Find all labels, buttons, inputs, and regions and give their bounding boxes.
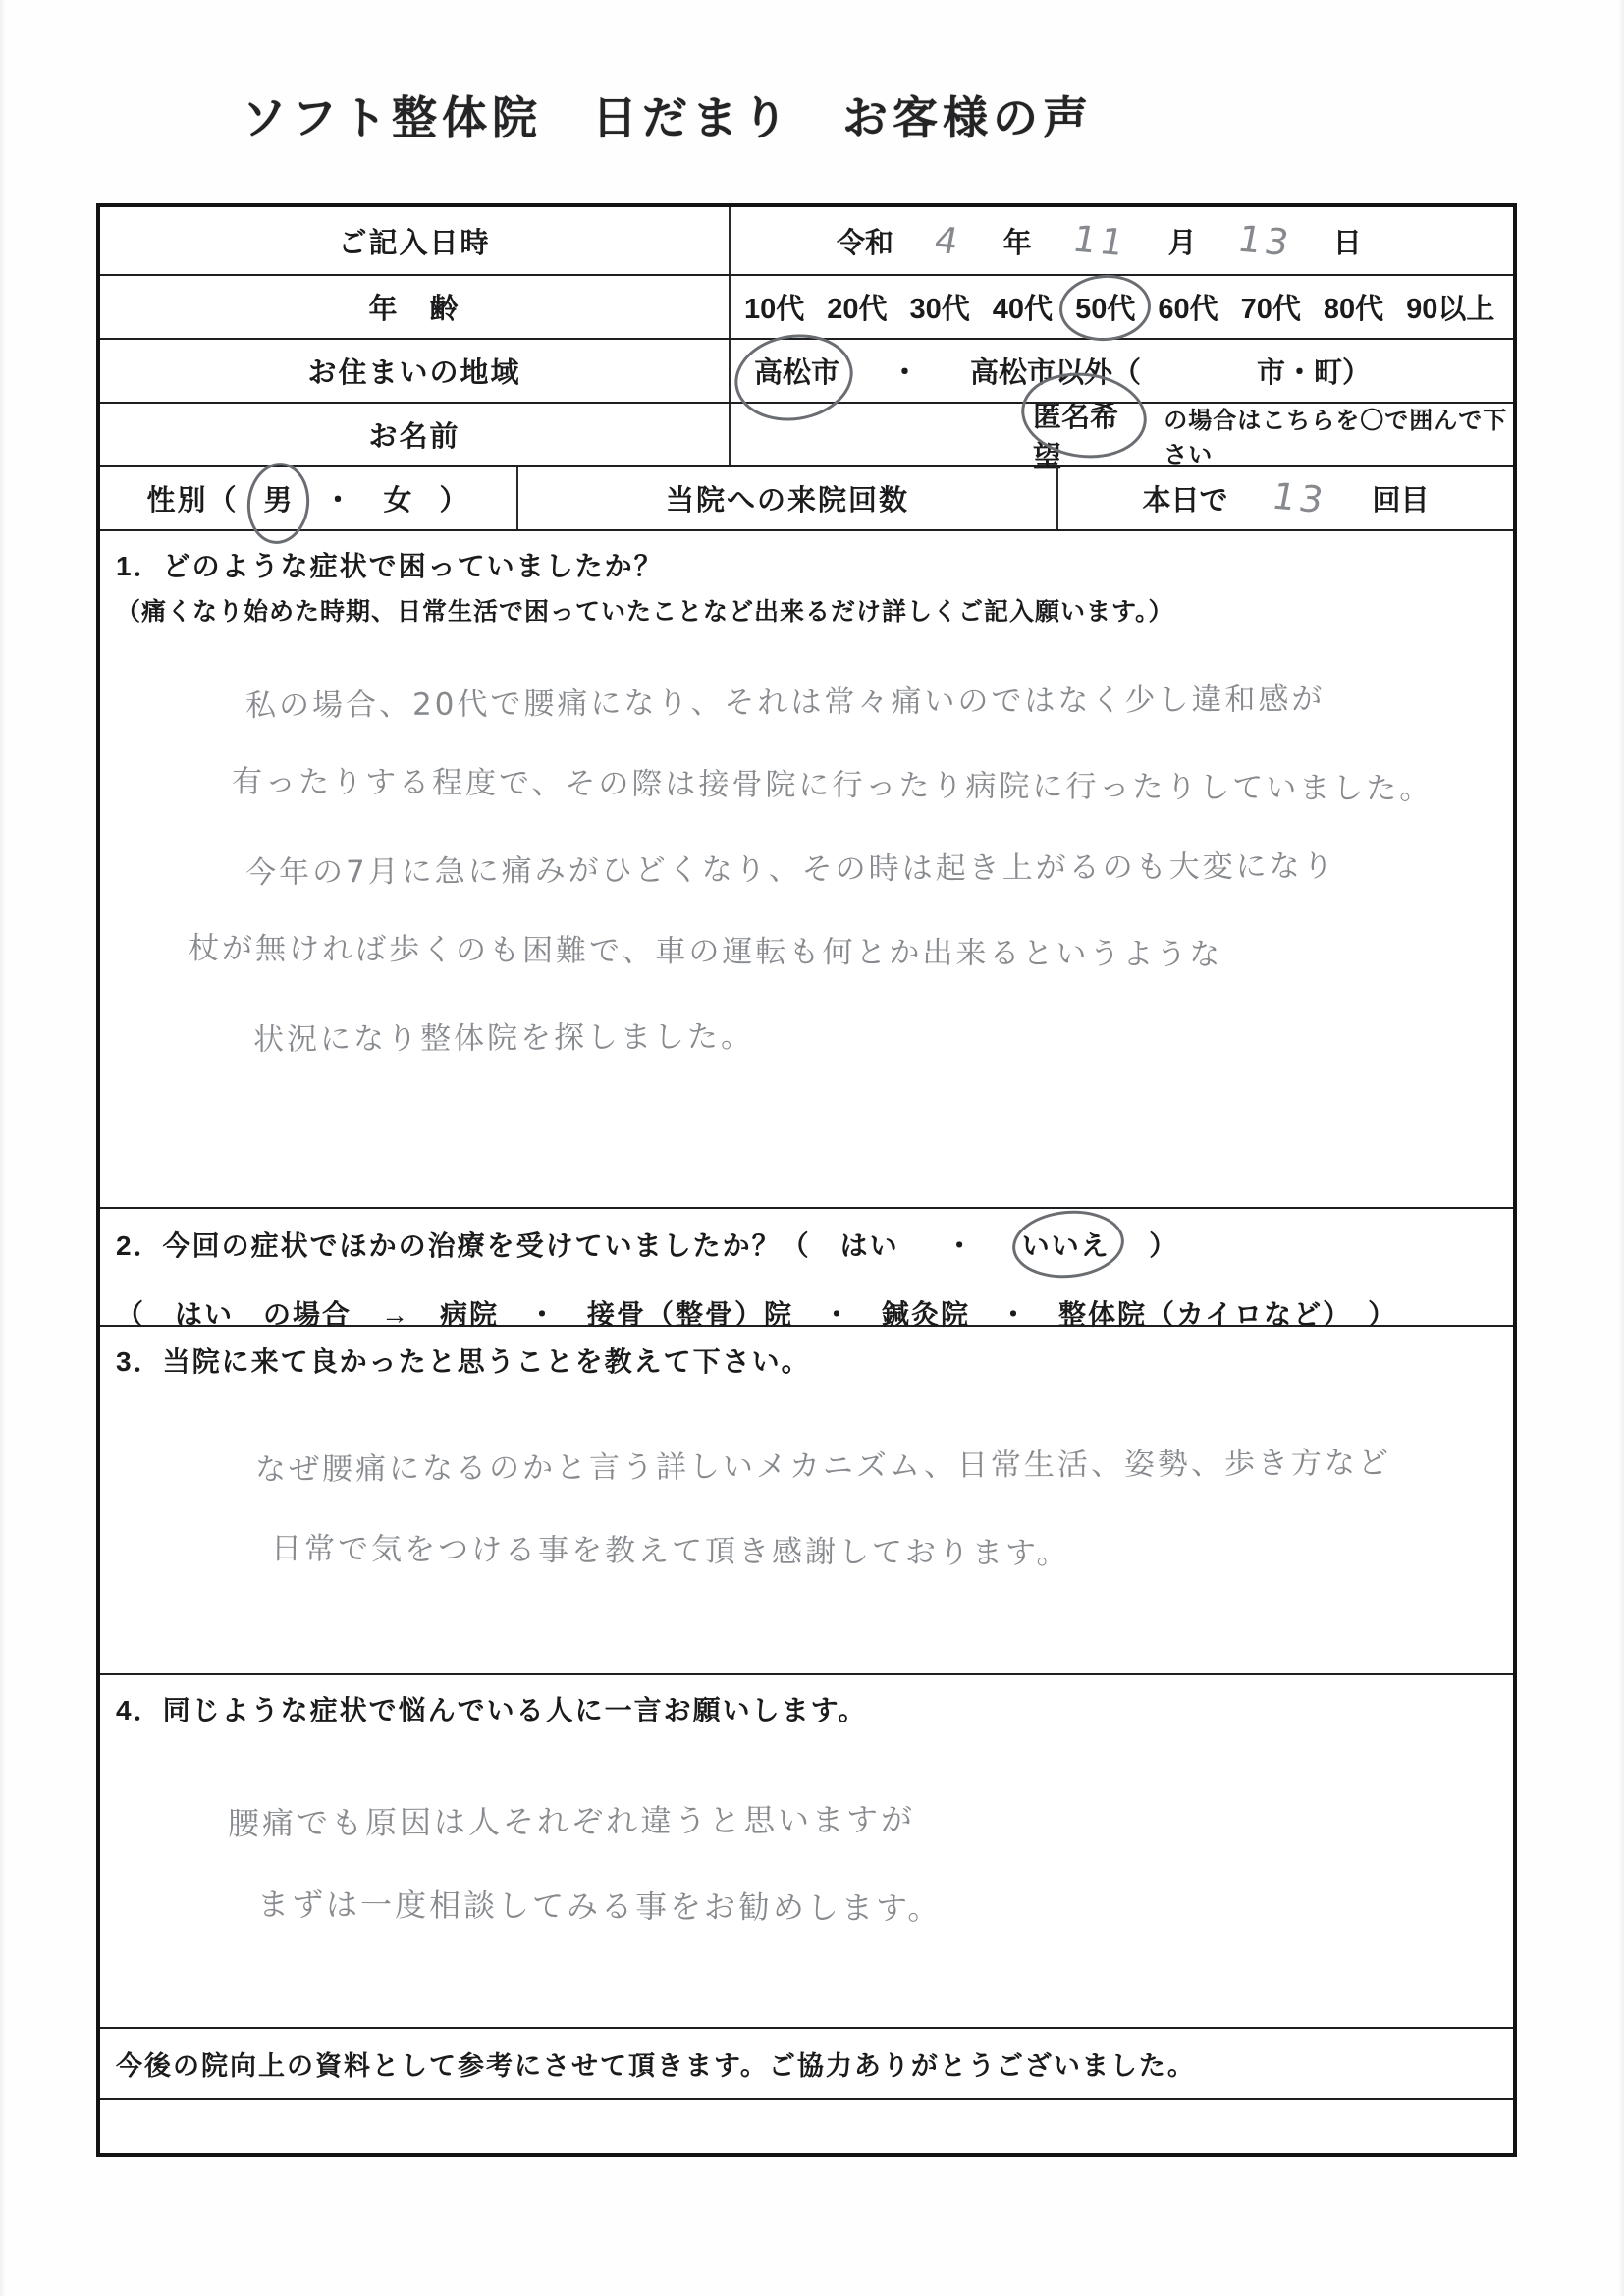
q1-answer-line: 有ったりする程度で、その際は接骨院に行ったり病院に行ったりしていました。: [231, 764, 1434, 807]
q4-answer-line: 腰痛でも原因は人それぞれ違うと思いますが: [227, 1800, 916, 1842]
row-name: [100, 401, 1513, 473]
q1-note: （痛くなり始めた時期、日常生活で困っていたことなど出来るだけ詳しくご記入願います。）: [116, 598, 1174, 626]
age-option-80s: 80代: [1323, 294, 1384, 325]
year-unit: 年: [1002, 227, 1032, 259]
anonymous-option-selected: [1033, 395, 1134, 475]
row-date: [100, 207, 1513, 276]
row-age: [100, 276, 1513, 340]
q4-heading: 4．同じような症状で悩んでいる人に一言お願いします。: [116, 1695, 868, 1725]
area-option-other: 高松市以外（: [970, 357, 1142, 389]
q1-answer-line: 状況になり整体院を探しました。: [252, 1018, 755, 1058]
age-option-50s-selected: [1075, 287, 1135, 327]
gender-option-male: 男: [263, 485, 295, 517]
gender-option-female: 女: [383, 485, 414, 517]
age-option-40s: 40代: [992, 294, 1054, 325]
age-option-20s: 20代: [827, 294, 888, 325]
q1-answer-line: 私の場合、20代で腰痛になり、それは常々痛いのではなく少し違和感が: [244, 682, 1326, 724]
visits-suffix: 回目: [1372, 485, 1430, 517]
gender-suffix: ）: [439, 485, 470, 517]
month-handwritten: 11: [1068, 217, 1131, 264]
visits-count-handwritten: 13: [1269, 474, 1331, 522]
age-option-90plus: 90以上: [1406, 294, 1495, 325]
q1-answer-line: 杖が無ければ歩くのも困難で、車の運転も何とか出来るというような: [188, 930, 1223, 973]
age-option-30s: 30代: [909, 294, 970, 325]
area-option-other-suffix: 市・町）: [1257, 357, 1372, 389]
area-option-takamatsu-selected: [754, 351, 839, 391]
q3-answer-handwritten: [116, 1423, 1497, 1596]
q3-heading: 3．当院に来て良かったと思うことを教えて下さい。: [116, 1346, 811, 1377]
section-question-4: [100, 1675, 1513, 2029]
q2-heading: [116, 1225, 1497, 1264]
q4-answer-handwritten: [116, 1776, 1497, 1952]
age-option-70s: 70代: [1240, 294, 1301, 325]
day-handwritten: 13: [1233, 217, 1296, 264]
row-gender-visits: [100, 467, 1513, 531]
date-label: ご記入日時: [100, 207, 731, 274]
era-label: 令和: [837, 227, 894, 259]
q1-heading: 1．どのような症状で困っていましたか？: [116, 551, 664, 581]
footer-note: 今後の院向上の資料として参考にさせて頂きます。ご協力ありがとうございました。: [100, 2029, 1513, 2100]
name-label: お名前: [100, 404, 731, 465]
q3-answer-line: 日常で気をつける事を教えて頂き感謝しております。: [270, 1531, 1070, 1572]
gender-option-male-selected: [263, 478, 294, 519]
scan-shadow-right: [1618, 0, 1624, 2296]
anonymous-option: 匿名希望: [1033, 401, 1119, 473]
day-unit: 日: [1332, 227, 1362, 259]
q3-answer-line: なぜ腰痛になるのかと言う詳しいメカニズム、日常生活、姿勢、歩き方など: [254, 1445, 1392, 1488]
page-title: ソフト整体院 日だまり お客様の声: [242, 92, 1093, 143]
age-option-10s: 10代: [744, 294, 805, 325]
scan-shadow-left: [0, 0, 6, 2296]
q2-subline: （ はい の場合 → 病院 ・ 接骨（整骨）院 ・ 鍼灸院 ・ 整体院（カイロなど） ）: [116, 1299, 1398, 1330]
footer-blank-space: [100, 2100, 1513, 2153]
year-handwritten: 4: [930, 218, 966, 263]
q1-answer-line: 今年の7月に急に痛みがひどくなり、その時は起き上がるのも大変になり: [244, 848, 1336, 891]
section-question-2: [100, 1209, 1513, 1330]
area-option-takamatsu: 高松市: [754, 357, 840, 389]
q2-option-no: いいえ: [1021, 1230, 1110, 1261]
q4-answer-line: まずは一度相談してみる事をお勧めします。: [256, 1886, 943, 1928]
section-question-1: [100, 531, 1513, 1209]
q2-option-no-selected: [1022, 1225, 1110, 1264]
q2-heading-prefix: 2．今回の症状でほかの治療を受けていましたか？（ はい: [116, 1230, 899, 1261]
section-question-3: [100, 1327, 1513, 1675]
q1-answer-handwritten: [116, 661, 1497, 1078]
visits-prefix: 本日で: [1142, 485, 1228, 517]
area-separator-dot: ・: [891, 357, 920, 389]
visits-value: [1058, 467, 1513, 529]
gender-field: [100, 467, 518, 529]
month-unit: 月: [1167, 227, 1197, 259]
area-label: お住まいの地域: [100, 340, 731, 402]
visits-label: 当院への来院回数: [518, 467, 1058, 529]
anonymous-note: の場合はこちらを〇で囲んで下さい: [1164, 407, 1508, 468]
feedback-form: [96, 203, 1517, 2157]
age-option-50s: 50代: [1075, 294, 1136, 325]
gender-prefix: 性別（: [146, 485, 239, 517]
q2-heading-suffix: ）: [1149, 1230, 1179, 1261]
age-option-60s: 60代: [1158, 294, 1218, 325]
age-label: 年 齢: [100, 276, 731, 338]
q2-separator-dot: ・: [946, 1230, 976, 1261]
gender-separator-dot: ・: [323, 485, 354, 517]
